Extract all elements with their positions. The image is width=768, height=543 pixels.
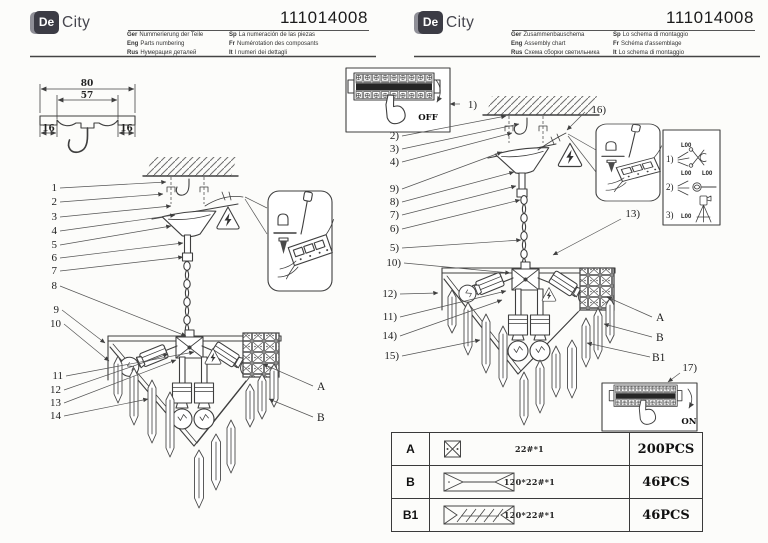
callout-3: 3 — [51, 211, 57, 223]
step-3-wire-label: L00 — [681, 214, 692, 220]
warning-icon — [217, 207, 239, 229]
header-rules — [30, 31, 760, 57]
parts-table — [391, 432, 703, 532]
part-cell: B1 — [392, 499, 430, 532]
callout-3p: 3) — [389, 143, 399, 155]
off-switch-detail — [346, 68, 477, 132]
callout-17p: 17) — [682, 362, 697, 374]
part-label-b: B — [656, 332, 664, 344]
left-chandelier — [108, 330, 281, 508]
legend-code: It — [613, 50, 617, 56]
callout-1: 1 — [51, 182, 57, 194]
legend-code: It — [229, 50, 233, 56]
lamp-socket — [173, 383, 192, 403]
callout-11p: 11) — [382, 311, 397, 323]
callout-13: 13 — [50, 397, 61, 409]
warning-icon — [542, 288, 556, 302]
callout-7: 7 — [51, 265, 57, 277]
callout-9: 9 — [53, 304, 59, 316]
part-cell: A — [392, 433, 430, 466]
left-canopy-assembly — [152, 192, 267, 333]
callout-2p: 2) — [389, 130, 399, 142]
bulb-icon — [194, 403, 214, 429]
legend-text: Lo schema di montaggio — [622, 32, 689, 38]
callout-8: 8 — [51, 280, 57, 292]
legend-code: Eng — [127, 41, 139, 47]
wiring-detail-callout — [268, 191, 347, 291]
qty-cell: 200PCS — [630, 433, 703, 466]
callout-2: 2 — [51, 196, 57, 208]
legend-code: Eng — [511, 41, 523, 47]
callout-7p: 7) — [389, 209, 399, 221]
legend-text: I numeri dei dettagli — [234, 50, 288, 56]
hub — [512, 262, 539, 290]
callout-11: 11 — [52, 370, 63, 382]
qty-cell: 46PCS — [630, 466, 703, 499]
step-1-num: 1) — [666, 154, 674, 164]
part-cell: B — [392, 466, 430, 499]
dim-inner: 57 — [80, 91, 94, 101]
right-ceiling — [483, 96, 599, 115]
table-row-a — [392, 433, 703, 466]
spec-text: 22#*1 — [514, 444, 545, 454]
legend-code: Sp — [613, 32, 621, 38]
step-3-num: 3) — [666, 210, 674, 220]
logo-city-text: City — [446, 14, 475, 31]
hook-icon — [69, 128, 88, 152]
callout-5p: 5) — [389, 242, 399, 254]
warning-icon — [558, 143, 581, 166]
right-hanging-hardware — [505, 116, 547, 143]
on-switch-detail — [602, 383, 697, 431]
spec-text: 120*22#*1 — [503, 510, 556, 520]
callout-10: 10 — [50, 318, 61, 330]
callout-15p: 15) — [384, 350, 399, 362]
step-1-wire-label: L00 — [681, 143, 692, 149]
legend-text: Numérotation des composants — [237, 41, 319, 47]
legend-text: Нумерация деталей — [140, 50, 197, 56]
bulb-icon — [172, 403, 192, 429]
chain — [184, 262, 190, 334]
legend-text: Parts numbering — [140, 41, 185, 47]
spec-cell — [430, 466, 630, 499]
step-2-num: 2) — [666, 182, 674, 192]
lamp-socket — [509, 315, 528, 335]
legend-text: La numeración de las piezas — [238, 32, 316, 38]
callout-1p: 1) — [467, 99, 477, 111]
callout-4: 4 — [51, 225, 57, 237]
logo-box: De — [418, 11, 443, 34]
spec-cell — [430, 433, 630, 466]
legend-code: Rus — [511, 50, 523, 56]
legend-text: Lo schema di montaggio — [618, 50, 685, 56]
dim-side-left: 16 — [42, 124, 55, 134]
callout-6: 6 — [51, 252, 57, 264]
right-canopy-assembly — [488, 133, 596, 267]
callout-8p: 8) — [389, 196, 399, 208]
callout-14p: 14) — [382, 330, 397, 342]
logo-city-text: City — [62, 14, 91, 31]
hatched-prism-icon — [443, 505, 515, 525]
lamp-socket — [531, 315, 550, 335]
logo-box: De — [34, 11, 59, 34]
wire-steps-box — [663, 130, 720, 225]
part-label-a: A — [317, 381, 326, 393]
callout-6p: 6) — [389, 223, 399, 235]
part-label-b: B — [317, 412, 325, 424]
callout-14: 14 — [50, 410, 61, 422]
callout-16p: 16) — [591, 104, 606, 116]
bead-icon — [443, 440, 462, 459]
dim-total: 80 — [80, 79, 94, 89]
callout-5: 5 — [51, 239, 57, 251]
bulb-icon — [508, 335, 528, 361]
left-ceiling — [143, 157, 238, 176]
model-number-right: 111014008 — [666, 8, 754, 27]
legend-text: Zusammenbauschema — [523, 32, 585, 38]
legend-code: Ger — [127, 32, 138, 38]
chain — [521, 196, 527, 268]
legend-text: Schéma d'assemblage — [621, 41, 682, 47]
callout-9p: 9) — [389, 183, 399, 195]
callout-12p: 12) — [382, 288, 397, 300]
part-label-a: A — [656, 312, 665, 324]
mount-pin-icon — [167, 177, 175, 204]
lamp-socket — [195, 383, 214, 403]
legend-text: Nummerierung der Teile — [139, 32, 204, 38]
left-crystal-drops — [114, 356, 278, 508]
part-label-b1: B1 — [652, 352, 666, 364]
hook-icon — [176, 179, 189, 195]
hook-icon — [514, 118, 527, 134]
callout-4p: 4) — [389, 156, 399, 168]
legend-text: Схема сборки светильника — [524, 50, 600, 56]
mount-pin-icon — [505, 116, 513, 143]
table-row-b — [392, 466, 703, 499]
left-dimension-drawing — [40, 79, 135, 152]
step-2-wire-label-2: L00 — [702, 171, 713, 177]
model-number-left: 111014008 — [280, 8, 368, 27]
legend-code: Fr — [229, 41, 235, 47]
left-hanging-hardware — [167, 177, 208, 204]
bulb-icon — [530, 335, 550, 361]
spec-text: 120*22#*1 — [503, 477, 556, 487]
legend-text: Assembly chart — [524, 41, 566, 47]
dim-side-right: 16 — [120, 124, 133, 134]
legend-code: Fr — [613, 41, 619, 47]
callout-13p: 13) — [625, 208, 640, 220]
hub — [176, 330, 203, 358]
prism-icon — [443, 472, 515, 492]
table-row-b1 — [392, 499, 703, 532]
legend-code: Rus — [127, 50, 139, 56]
on-label: ON — [681, 417, 697, 427]
canopy — [495, 146, 552, 177]
callout-12: 12 — [50, 384, 61, 396]
callout-10p: 10) — [386, 257, 401, 269]
mount-pin-icon — [539, 116, 547, 143]
spec-cell — [430, 499, 630, 532]
step-2-wire-label: L00 — [681, 171, 692, 177]
legend-code: Ger — [511, 32, 522, 38]
qty-cell: 46PCS — [630, 499, 703, 532]
off-label: OFF — [418, 113, 438, 123]
legend-code: Sp — [229, 32, 237, 38]
mount-pin-icon — [200, 177, 208, 204]
